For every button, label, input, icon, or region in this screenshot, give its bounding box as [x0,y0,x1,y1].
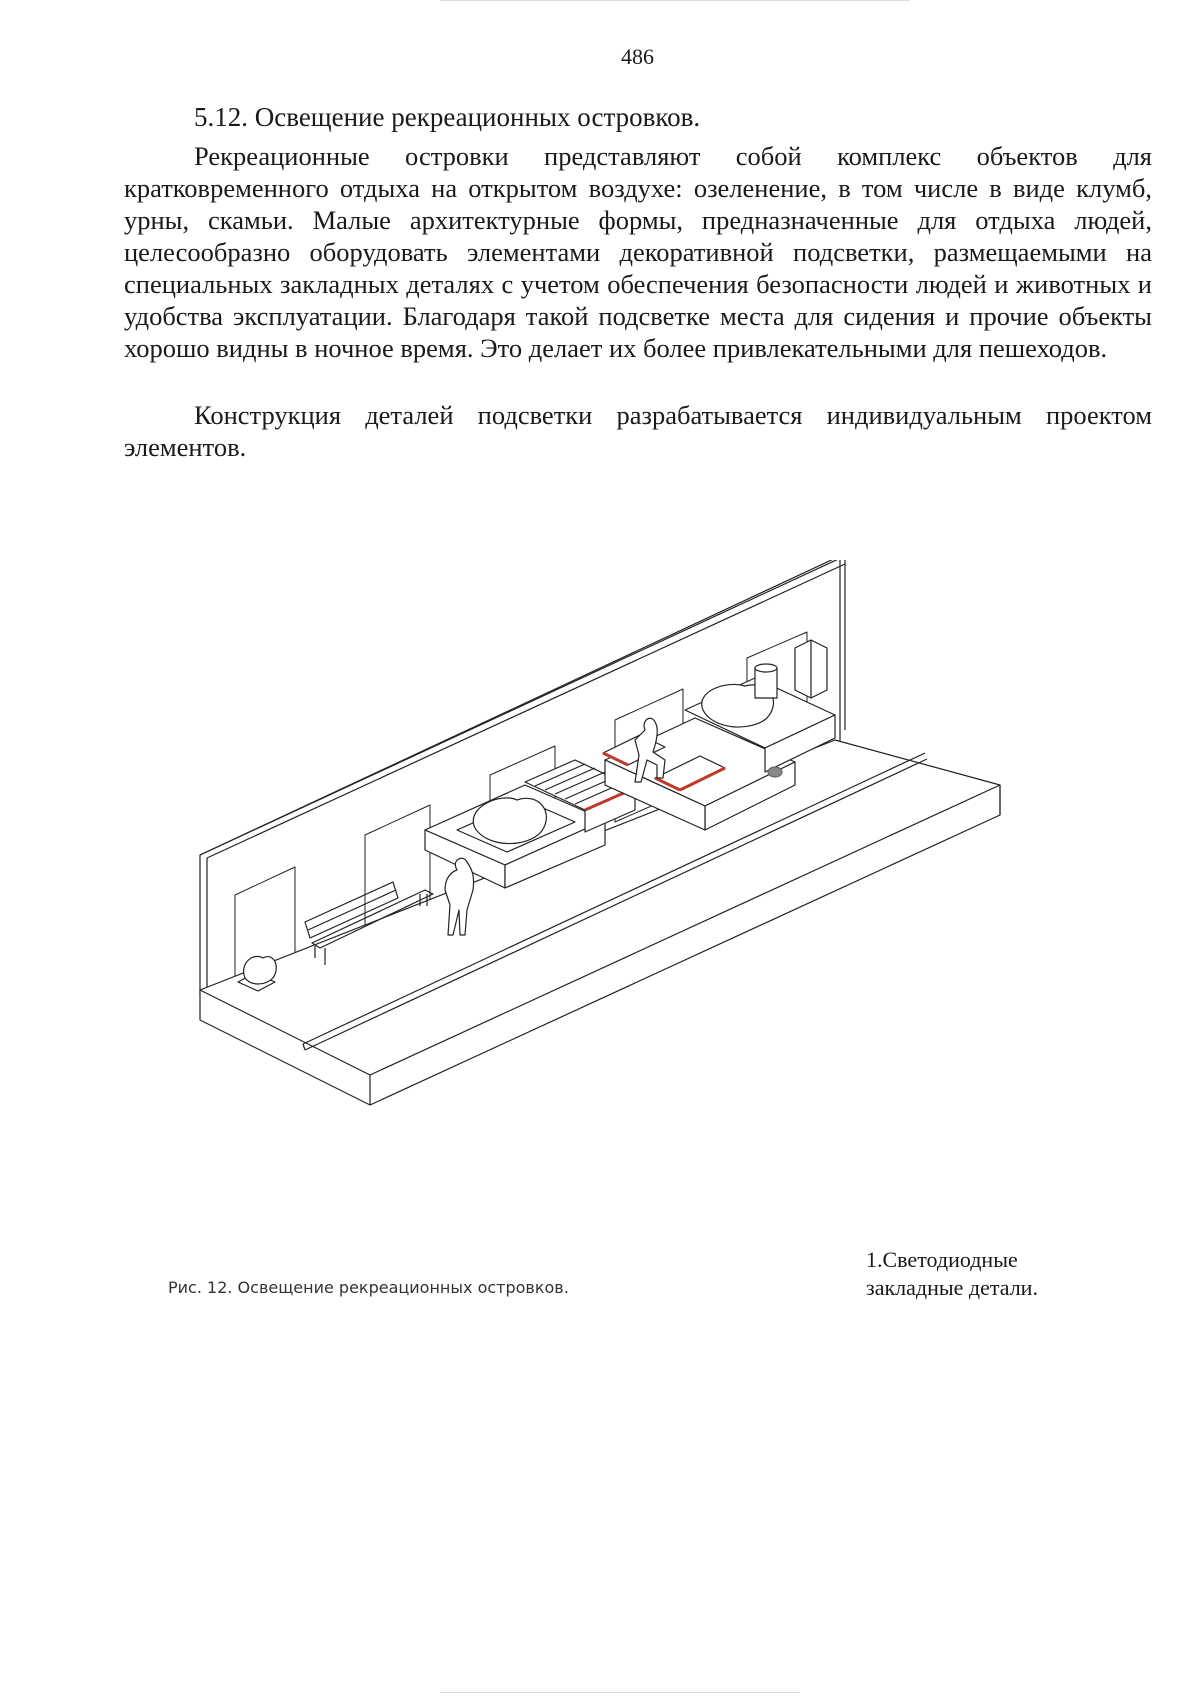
recreational-island-illustration [195,560,1015,1120]
led-light-dot [768,767,782,777]
paragraph-2: Конструкция деталей подсветки разрабатывается индивидуальным проектом элементов. [124,400,1152,462]
legend-line-2: закладные детали. [866,1275,1038,1300]
column-drawing [795,640,827,698]
section-heading: 5.12. Освещение рекреационных островков. [194,102,701,132]
legend-line-1: 1.Светодиодные [866,1247,1018,1272]
figure-caption: Рис. 12. Освещение рекреационных островков. [168,1278,569,1297]
paragraph-1-block [124,140,1152,364]
figure-legend [866,1246,1038,1302]
page-number: 486 [621,44,654,69]
paragraph-2-block [124,399,1152,463]
urn-drawing [755,664,777,698]
scan-artifact-bottom [440,1692,800,1693]
paragraph-1: Рекреационные островки представляют собой комплекс объектов для кратковременного отдыха на открытом воздухе: озеленение, в том числе в виде клумб, урны, скамьи. Малые архитектурные формы, предназначенные для отдыха людей, целесообразно оборудовать элементами декоративной подсветки, размещаемыми на специальных закладных деталях с учетом обеспечения безопасности людей и животных и удобства эксплуатации. Благодаря такой подсветке места для сидения и прочие объекты хорошо видны в ночное время. Это делает их более привлекательными для пешеходов. [124,141,1152,363]
scan-artifact-top [440,0,910,1]
